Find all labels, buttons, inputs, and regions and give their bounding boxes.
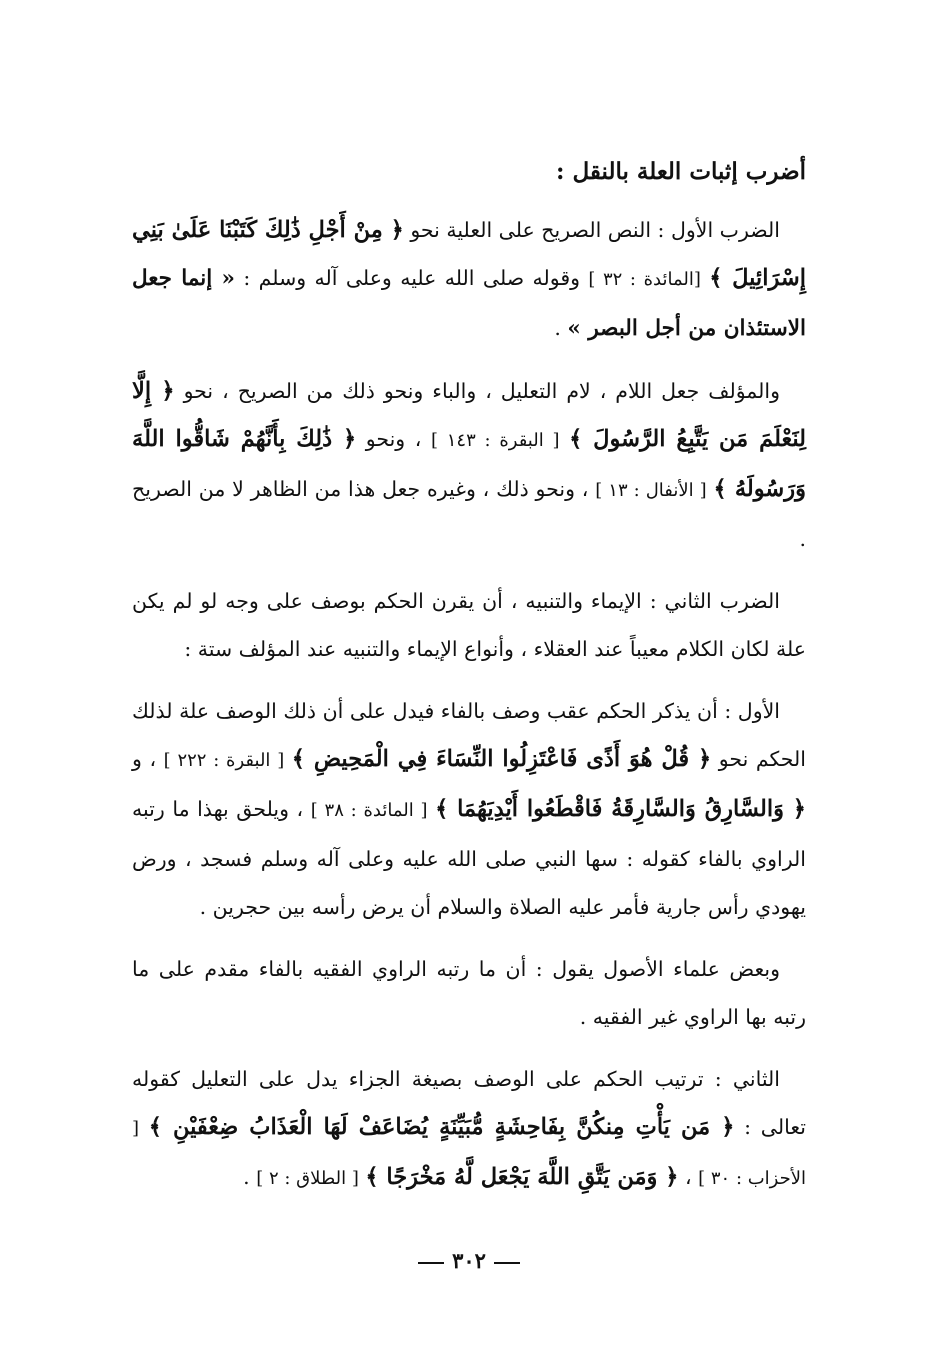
paragraph-scholars-view <box>132 945 806 1041</box>
section-heading: أضرب إثبات العلة بالنقل : <box>555 158 806 185</box>
page-number-value: ٣٠٢ <box>452 1248 486 1273</box>
paragraph-first-kind <box>132 687 806 931</box>
p4-mid-text: ، و <box>132 747 157 771</box>
p2-verse-reference-2: [ الأنفال : ١٣ ] <box>595 480 707 501</box>
p1-hadith: « إنما جعل الاستئذان من أجل البصر » <box>132 266 806 341</box>
p2-quran-verse-2: ﴿ ذَٰلِكَ بِأَنَّهُمْ شَاقُّوا اللَّهَ وَرَسُولَهُ ﴾ <box>132 426 806 502</box>
page-body <box>132 150 806 1217</box>
paragraph-second-type <box>132 577 806 673</box>
p4-intro: الأول : أن يذكر الحكم عقب وصف بالفاء فيدل على أن ذلك الوصف علة لذلك الحكم نحو <box>132 699 806 771</box>
p1-verse-reference: [المائدة : ٣٢ ] <box>588 269 701 290</box>
p6-mid-text: ، <box>684 1165 692 1189</box>
paragraph-author-view <box>132 367 806 563</box>
p3-text: الضرب الثاني : الإيماء والتنبيه ، أن يقرن الحكم بوصف على وجه لو لم يكن علة لكان الكلام معيباً عند العقلاء ، وأنواع الإيماء والتنبيه عند المؤلف ستة : <box>132 589 806 661</box>
paragraph-first-type <box>132 206 806 353</box>
p1-mid-text: وقوله صلى الله عليه وعلى آله وسلم : <box>243 266 581 290</box>
p6-end: . <box>243 1165 250 1189</box>
p2-verse-reference-1: [ البقرة : ١٤٣ ] <box>430 430 560 451</box>
p4-quran-verse-1: ﴿ قُلْ هُوَ أَذًى فَاعْتَزِلُوا النِّسَاءَ فِي الْمَحِيضِ ﴾ <box>291 746 712 772</box>
page-number-dash-left <box>494 1262 520 1264</box>
p4-verse-reference-2: [ المائدة : ٣٨ ] <box>310 800 428 821</box>
p2-intro: والمؤلف جعل اللام ، لام التعليل ، والباء ونحو ذلك من الصريح ، نحو <box>183 379 780 403</box>
p6-quran-verse-1: ﴿ مَن يَأْتِ مِنكُنَّ بِفَاحِشَةٍ مُّبَيِّنَةٍ يُضَاعَفْ لَهَا الْعَذَابُ ضِعْفَيْنِ ﴾ <box>148 1114 735 1140</box>
p4-end: ، ويلحق بهذا ما رتبه الراوي بالفاء كقوله : سها النبي صلى الله عليه وعلى آله وسلم فسجد ، ورض يهودي رأس جارية فأمر عليه الصلاة والسلام أن يرض رأسه بين حجرين . <box>132 797 806 919</box>
p6-intro: الثاني : ترتيب الحكم على الوصف بصيغة الجزاء يدل على التعليل كقوله تعالى : <box>132 1067 806 1139</box>
paragraph-second-kind <box>132 1055 806 1203</box>
p6-quran-verse-2: ﴿ وَمَن يَتَّقِ اللَّهَ يَجْعَل لَّهُ مَخْرَجًا ﴾ <box>365 1164 679 1190</box>
p4-quran-verse-2: ﴿ وَالسَّارِقُ وَالسَّارِقَةُ فَاقْطَعُوا أَيْدِيَهُمَا ﴾ <box>435 796 806 822</box>
p1-intro: الضرب الأول : النص الصريح على العلية نحو <box>410 218 780 242</box>
page-number-dash-right <box>418 1262 444 1264</box>
p2-quran-verse-1: ﴿ إِلَّا لِنَعْلَمَ مَن يَتَّبِعُ الرَّسُولَ ﴾ <box>132 378 807 452</box>
p4-verse-reference-1: [ البقرة : ٢٢٢ ] <box>163 750 285 771</box>
p1-end: . <box>554 316 561 340</box>
p6-verse-reference-1: [ الأحزاب : ٣٠ ] <box>132 1118 806 1189</box>
p1-quran-verse: ﴿ مِنْ أَجْلِ ذَٰلِكَ كَتَبْنَا عَلَىٰ بَنِي إِسْرَائِيلَ ﴾ <box>132 217 806 291</box>
p2-end: ، ونحو ذلك ، وغيره جعل هذا من الظاهر لا من الصريح . <box>132 477 806 551</box>
p2-mid-text: ، ونحو <box>365 427 422 451</box>
p5-text: وبعض علماء الأصول يقول : أن ما رتبه الراوي الفقيه بالفاء مقدم على ما رتبه بها الراوي غير الفقيه . <box>132 957 806 1029</box>
page-number <box>0 1248 938 1273</box>
p6-verse-reference-2: [ الطلاق : ٢ ] <box>256 1168 359 1189</box>
